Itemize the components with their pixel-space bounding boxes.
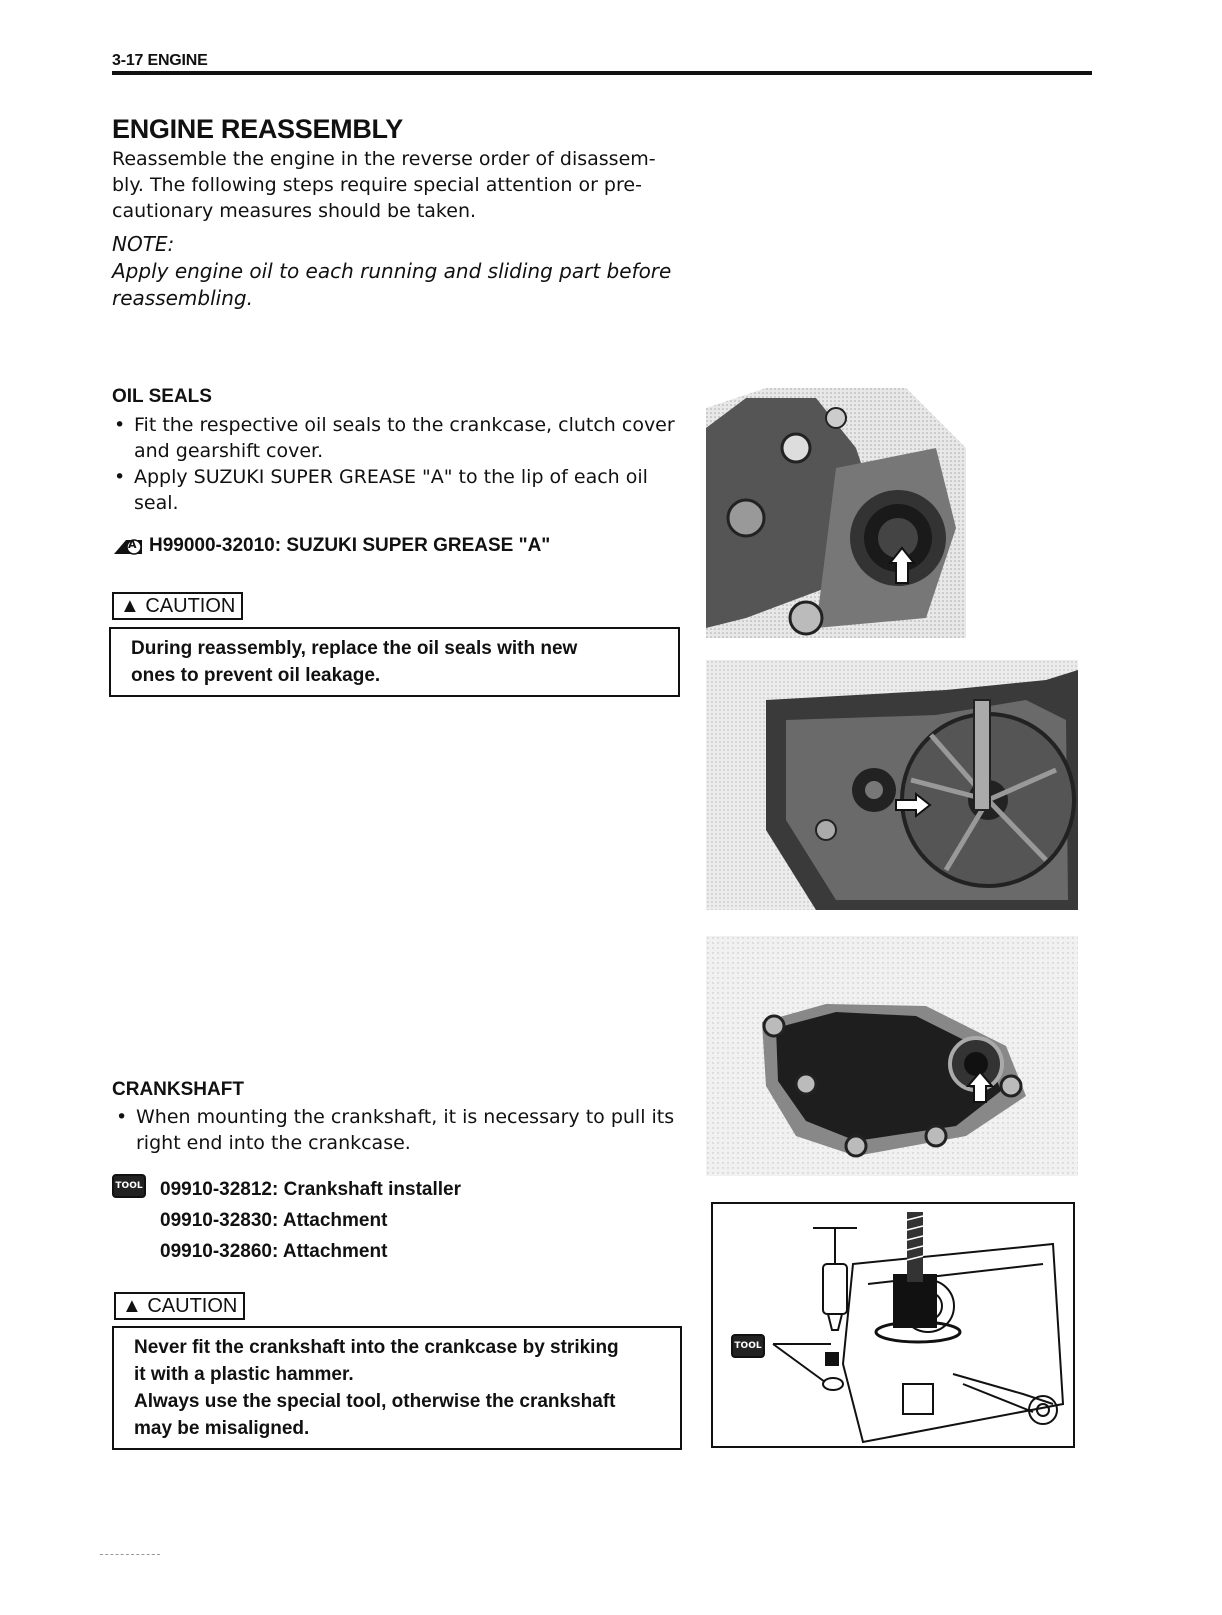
crankshaft-installer-diagram (711, 1202, 1075, 1448)
note-line: Apply engine oil to each running and sliding part before (112, 259, 672, 283)
warning-icon: ▲ (122, 1295, 142, 1317)
page-title: ENGINE REASSEMBLY (112, 114, 403, 144)
footer-mark (100, 1554, 160, 1556)
crankshaft-list (114, 1104, 694, 1156)
tool-item: 09910-32812: Crankshaft installer (160, 1179, 461, 1200)
grease-reference (112, 534, 550, 558)
intro-line: cautionary measures should be taken. (112, 200, 477, 222)
tool-item: 09910-32860: Attachment (160, 1241, 388, 1262)
note-body (112, 258, 692, 312)
caution-box: Never fit the crankshaft into the crankcase by striking it with a plastic hammer. Always use the special tool, otherwise the crankshaft may be misaligned. (112, 1326, 682, 1450)
list-item: • Apply SUZUKI SUPER GREASE "A" to the lip of each oil seal. (112, 464, 692, 516)
warning-icon: ▲ (120, 595, 140, 617)
grease-ref-text: H99000-32010: SUZUKI SUPER GREASE "A" (149, 535, 551, 556)
list-item: • Fit the respective oil seals to the crankcase, clutch cover and gearshift cover. (112, 412, 692, 464)
note-heading: NOTE: (112, 232, 175, 256)
note-line: reassembling. (112, 286, 253, 310)
list-item: • When mounting the crankshaft, it is necessary to pull its right end into the crankcase. (114, 1104, 694, 1156)
clutch-cover-photo (706, 660, 1078, 910)
caution-box: During reassembly, replace the oil seals with new ones to prevent oil leakage. (109, 627, 680, 697)
page-header: 3-17 ENGINE (112, 52, 208, 69)
oil-seals-list (112, 412, 692, 516)
gearshift-cover-photo (706, 936, 1078, 1176)
intro-line: bly. The following steps require special attention or pre- (112, 174, 642, 196)
intro-paragraph (112, 146, 672, 224)
tool-item: 09910-32830: Attachment (160, 1210, 388, 1231)
diagram-tool-icon: TOOL (731, 1334, 765, 1358)
crankcase-oil-seal-photo (706, 388, 1078, 638)
intro-line: Reassemble the engine in the reverse order of disassem- (112, 148, 656, 170)
crankshaft-heading: CRANKSHAFT (112, 1079, 244, 1100)
caution-tag: ▲ CAUTION (112, 592, 243, 620)
caution-tag: ▲ CAUTION (114, 1292, 245, 1320)
tool-list (160, 1174, 461, 1267)
grease-icon: A (112, 534, 148, 558)
header-rule (112, 71, 1092, 75)
oil-seals-heading: OIL SEALS (112, 386, 212, 407)
tool-icon: TOOL (112, 1174, 146, 1198)
